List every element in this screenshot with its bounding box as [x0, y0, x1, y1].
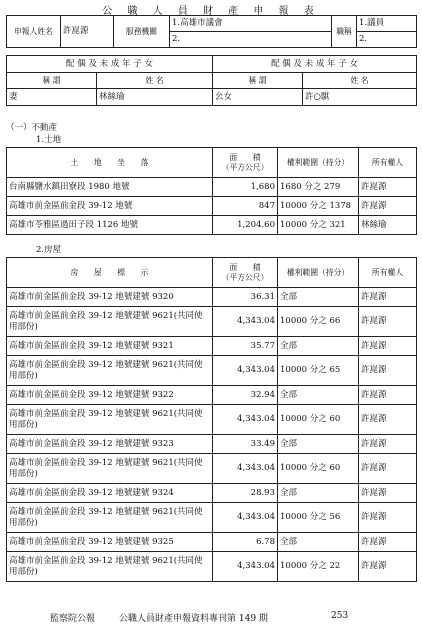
- footer-page-number: 253: [331, 611, 349, 621]
- building-location: 高雄市前金區前金段 39-12 地號建號 9621(共同使用部份): [7, 405, 213, 435]
- land-rights: 1680 分之 279: [278, 178, 359, 197]
- table-row: [7, 288, 417, 307]
- building-location: 高雄市前金區前金段 39-12 地號建號 9324: [7, 484, 213, 503]
- table-row: [7, 337, 417, 356]
- land-col-location: 土 地 坐 落: [7, 148, 213, 178]
- building-owner: 許崑源: [359, 533, 417, 552]
- building-location: 高雄市前金區前金段 39-12 地號建號 9621(共同使用部份): [7, 307, 213, 337]
- table-row: [7, 503, 417, 533]
- table-row: [7, 405, 417, 435]
- building-area: 6.78: [213, 533, 278, 552]
- org-2: 2.: [170, 32, 332, 48]
- footer-publication: 公職人員財產申報資料專刊第 149 期: [119, 614, 268, 624]
- land-col-area: 面 積 （平方公尺）: [213, 148, 278, 178]
- building-col-area: 面 積 （平方公尺）: [213, 258, 278, 288]
- declarant-name: 許崑源: [61, 16, 114, 48]
- building-table: [6, 257, 417, 582]
- building-col-owner: 所有權人: [359, 258, 417, 288]
- spouse-header: 配 偶 及 未 成 年 子 女: [7, 56, 213, 73]
- building-owner: 許崑源: [359, 405, 417, 435]
- building-area: 4,343.04: [213, 552, 278, 582]
- building-rights: 10000 分之 60: [278, 405, 359, 435]
- building-owner: 許崑源: [359, 337, 417, 356]
- table-row: [7, 552, 417, 582]
- col-name-2: 姓 名: [303, 73, 417, 89]
- table-row: [7, 307, 417, 337]
- children-header: 配 偶 及 未 成 年 子 女: [213, 56, 417, 73]
- building-owner: 許崑源: [359, 288, 417, 307]
- table-row: [7, 216, 417, 235]
- section-building: 2.房屋: [36, 245, 62, 255]
- table-row: [7, 386, 417, 405]
- land-table: [6, 147, 417, 235]
- building-rights: 10000 分之 66: [278, 307, 359, 337]
- building-col-rights: 權利範圍（持分）: [278, 258, 359, 288]
- land-location: 高雄市苓雅區過田子段 1126 地號: [7, 216, 213, 235]
- building-area: 32.94: [213, 386, 278, 405]
- building-owner: 許崑源: [359, 552, 417, 582]
- building-rows: [7, 288, 417, 582]
- building-area: 33.49: [213, 435, 278, 454]
- table-row: [7, 197, 417, 216]
- land-area: 847: [213, 197, 278, 216]
- building-owner: 許崑源: [359, 386, 417, 405]
- col-title-2: 稱 謂: [213, 73, 303, 89]
- footer-publisher: 監察院公報: [50, 614, 96, 624]
- land-rights: 10000 分之 1378: [278, 197, 359, 216]
- family-title: 妻: [7, 89, 97, 106]
- section-realestate: （一）不動產: [6, 123, 58, 133]
- building-location: 高雄市前金區前金段 39-12 地號建號 9323: [7, 435, 213, 454]
- position-2: 2.: [357, 32, 417, 48]
- land-col-rights: 權利範圍（持分）: [278, 148, 359, 178]
- building-owner: 許崑源: [359, 454, 417, 484]
- building-col-location: 房 屋 標 示: [7, 258, 213, 288]
- land-location: 台南縣鹽水鎮田寮段 1980 地號: [7, 178, 213, 197]
- land-location: 高雄市前金區前金段 39-12 地號: [7, 197, 213, 216]
- building-area: 36.31: [213, 288, 278, 307]
- family-row: [7, 89, 417, 106]
- building-rights: 10000 分之 22: [278, 552, 359, 582]
- building-area: 28.93: [213, 484, 278, 503]
- family-name-2: 許○騏: [303, 89, 417, 106]
- building-location: 高雄市前金區前金段 39-12 地號建號 9621(共同使用部份): [7, 454, 213, 484]
- family-title-2: 㕕女: [213, 89, 303, 106]
- table-row: [7, 454, 417, 484]
- land-owner: 許崑源: [359, 178, 417, 197]
- building-rights: 全部: [278, 288, 359, 307]
- land-owner: 許崑源: [359, 197, 417, 216]
- family-table: [6, 55, 417, 106]
- land-rights: 10000 分之 321: [278, 216, 359, 235]
- name-label: 申報人姓名: [7, 16, 61, 48]
- org-label: 服務機關: [114, 16, 170, 48]
- building-area: 35.77: [213, 337, 278, 356]
- table-row: [7, 484, 417, 503]
- land-area: 1,204.60: [213, 216, 278, 235]
- building-rights: 全部: [278, 484, 359, 503]
- building-location: 高雄市前金區前金段 39-12 地號建號 9621(共同使用部份): [7, 552, 213, 582]
- declarant-table: [6, 15, 417, 48]
- building-location: 高雄市前金區前金段 39-12 地號建號 9621(共同使用部份): [7, 356, 213, 386]
- col-title: 稱 謂: [7, 73, 97, 89]
- land-col-owner: 所有權人: [359, 148, 417, 178]
- section-land: 1.土地: [36, 135, 62, 145]
- building-area: 4,343.04: [213, 405, 278, 435]
- building-location: 高雄市前金區前金段 39-12 地號建號 9325: [7, 533, 213, 552]
- building-location: 高雄市前金區前金段 39-12 地號建號 9621(共同使用部份): [7, 503, 213, 533]
- building-owner: 許崑源: [359, 435, 417, 454]
- position-1: 1.議員: [357, 16, 417, 32]
- building-location: 高雄市前金區前金段 39-12 地號建號 9320: [7, 288, 213, 307]
- land-area: 1,680: [213, 178, 278, 197]
- position-label: 職稱: [332, 16, 357, 48]
- land-owner: 林絲瑜: [359, 216, 417, 235]
- building-rights: 全部: [278, 533, 359, 552]
- org-1: 1.高雄市議會: [170, 16, 332, 32]
- building-area: 4,343.04: [213, 356, 278, 386]
- building-area: 4,343.04: [213, 503, 278, 533]
- building-rights: 全部: [278, 386, 359, 405]
- building-rights: 10000 分之 56: [278, 503, 359, 533]
- building-rights: 全部: [278, 337, 359, 356]
- table-row: [7, 533, 417, 552]
- building-area: 4,343.04: [213, 307, 278, 337]
- building-owner: 許崑源: [359, 484, 417, 503]
- table-row: [7, 435, 417, 454]
- building-rights: 10000 分之 65: [278, 356, 359, 386]
- table-row: [7, 178, 417, 197]
- building-rights: 全部: [278, 435, 359, 454]
- family-name: 林絲瑜: [97, 89, 213, 106]
- building-location: 高雄市前金區前金段 39-12 地號建號 9321: [7, 337, 213, 356]
- building-owner: 許崑源: [359, 503, 417, 533]
- building-owner: 許崑源: [359, 356, 417, 386]
- building-owner: 許崑源: [359, 307, 417, 337]
- page-title: 公 職 人 員 財 產 申 報 表: [102, 6, 320, 17]
- building-location: 高雄市前金區前金段 39-12 地號建號 9322: [7, 386, 213, 405]
- col-name: 姓 名: [97, 73, 213, 89]
- table-row: [7, 356, 417, 386]
- building-rights: 10000 分之 60: [278, 454, 359, 484]
- building-area: 4,343.04: [213, 454, 278, 484]
